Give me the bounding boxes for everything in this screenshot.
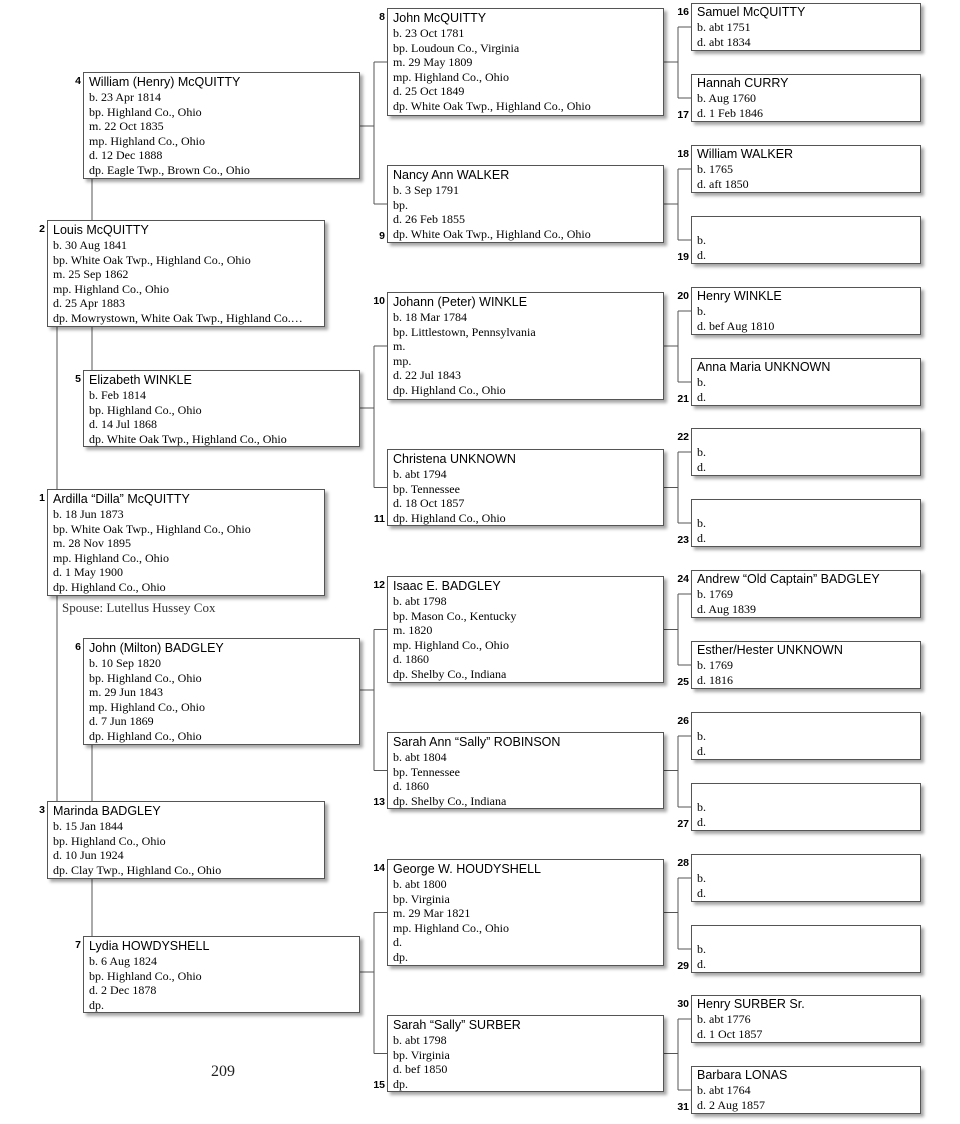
ahnentafel-number-13: 13 bbox=[373, 796, 385, 808]
person-name: Sarah Ann “Sally” ROBINSON bbox=[393, 735, 561, 749]
person-fact: b. 15 Jan 1844 bbox=[53, 819, 123, 833]
person-name: Esther/Hester UNKNOWN bbox=[697, 643, 843, 657]
person-box-1 bbox=[47, 489, 325, 596]
person-fact: d. bbox=[393, 935, 402, 949]
person-fact: d. bbox=[697, 956, 706, 971]
person-fact: d. 2 Aug 1857 bbox=[697, 1097, 766, 1112]
ahnentafel-number-10: 10 bbox=[373, 295, 385, 307]
person-name: Henry SURBER Sr. bbox=[697, 997, 805, 1011]
person-fact: m. 22 Oct 1835 bbox=[89, 119, 164, 133]
person-fact: d. 12 Dec 1888 bbox=[89, 148, 163, 162]
person-fact: m. 29 Jun 1843 bbox=[89, 685, 164, 699]
person-name: Louis McQUITTY bbox=[53, 223, 149, 237]
person-name: John (Milton) BADGLEY bbox=[89, 641, 224, 655]
ahnentafel-number-21: 21 bbox=[677, 393, 689, 405]
person-fact: mp. Highland Co., Ohio bbox=[53, 550, 169, 565]
person-fact: d. bbox=[697, 743, 706, 758]
ahnentafel-number-12: 12 bbox=[373, 579, 385, 591]
person-fact: b. abt 1776 bbox=[697, 1012, 751, 1026]
ahnentafel-number-4: 4 bbox=[75, 75, 81, 87]
person-fact: d. 1 May 1900 bbox=[53, 565, 123, 579]
person-fact: bp. bbox=[393, 197, 408, 212]
person-fact: dp. Eagle Twp., Brown Co., Ohio bbox=[89, 162, 250, 177]
person-fact: d. 1 Oct 1857 bbox=[697, 1026, 763, 1041]
person-box-6 bbox=[83, 638, 360, 745]
ahnentafel-number-18: 18 bbox=[677, 148, 689, 160]
person-name: Marinda BADGLEY bbox=[53, 804, 161, 818]
person-fact: b. Feb 1814 bbox=[89, 388, 146, 402]
person-fact: dp. Clay Twp., Highland Co., Ohio bbox=[53, 862, 222, 877]
person-box-26 bbox=[691, 712, 921, 760]
person-box-14 bbox=[387, 859, 664, 966]
person-box-30 bbox=[691, 995, 921, 1043]
person-fact: dp. Shelby Co., Indiana bbox=[393, 793, 507, 808]
ahnentafel-number-19: 19 bbox=[677, 251, 689, 263]
person-fact: dp. Shelby Co., Indiana bbox=[393, 666, 507, 681]
person-name: Ardilla “Dilla” McQUITTY bbox=[53, 492, 190, 506]
person-name: Sarah “Sally” SURBER bbox=[393, 1018, 521, 1032]
person-name bbox=[697, 785, 916, 800]
person-box-23 bbox=[691, 499, 921, 547]
person-fact: b. Aug 1760 bbox=[697, 91, 757, 105]
person-name: Anna Maria UNKNOWN bbox=[697, 360, 831, 374]
person-fact: d. bef 1850 bbox=[393, 1062, 448, 1076]
person-name bbox=[697, 218, 916, 233]
ahnentafel-number-15: 15 bbox=[373, 1079, 385, 1091]
ahnentafel-number-29: 29 bbox=[677, 960, 689, 972]
person-fact: d. 1860 bbox=[393, 652, 429, 666]
person-fact: b. 23 Apr 1814 bbox=[89, 90, 161, 104]
person-box-7 bbox=[83, 936, 360, 1013]
person-name: William WALKER bbox=[697, 147, 794, 161]
person-box-21 bbox=[691, 358, 921, 406]
person-name: John McQUITTY bbox=[393, 11, 487, 25]
person-box-3 bbox=[47, 801, 325, 879]
person-fact: bp. Highland Co., Ohio bbox=[89, 670, 202, 685]
person-fact: dp. White Oak Twp., Highland Co., Ohio bbox=[393, 98, 591, 113]
person-fact: mp. Highland Co., Ohio bbox=[393, 637, 509, 652]
ahnentafel-number-8: 8 bbox=[379, 11, 385, 23]
person-box-17 bbox=[691, 74, 921, 122]
person-name: Isaac E. BADGLEY bbox=[393, 579, 501, 593]
ahnentafel-number-14: 14 bbox=[373, 862, 385, 874]
person-name: Lydia HOWDYSHELL bbox=[89, 939, 210, 953]
person-fact: b. 18 Jun 1873 bbox=[53, 507, 124, 521]
ahnentafel-number-20: 20 bbox=[677, 290, 689, 302]
ahnentafel-number-7: 7 bbox=[75, 939, 81, 951]
person-fact: b. abt 1751 bbox=[697, 20, 751, 34]
person-fact: m. 25 Sep 1862 bbox=[53, 267, 129, 281]
person-box-20 bbox=[691, 287, 921, 335]
ahnentafel-number-5: 5 bbox=[75, 373, 81, 385]
person-fact: d. 26 Feb 1855 bbox=[393, 212, 465, 226]
person-box-8 bbox=[387, 8, 664, 116]
ahnentafel-number-31: 31 bbox=[677, 1101, 689, 1113]
person-fact: b. 1769 bbox=[697, 658, 733, 672]
person-name: George W. HOUDYSHELL bbox=[393, 862, 541, 876]
person-fact: m. bbox=[393, 339, 406, 353]
person-fact: d. bef Aug 1810 bbox=[697, 318, 775, 333]
ahnentafel-number-28: 28 bbox=[677, 857, 689, 869]
person-fact: dp. Highland Co., Ohio bbox=[393, 510, 506, 525]
person-name bbox=[697, 714, 916, 729]
person-fact: d. bbox=[697, 814, 706, 829]
ahnentafel-number-25: 25 bbox=[677, 676, 689, 688]
person-fact: bp. Virginia bbox=[393, 891, 450, 906]
person-box-4 bbox=[83, 72, 360, 179]
person-fact: mp. Highland Co., Ohio bbox=[393, 69, 509, 84]
person-fact: mp. Highland Co., Ohio bbox=[393, 920, 509, 935]
ahnentafel-number-26: 26 bbox=[677, 715, 689, 727]
person-fact: d. aft 1850 bbox=[697, 176, 749, 191]
person-fact: mp. Highland Co., Ohio bbox=[89, 133, 205, 148]
ahnentafel-number-30: 30 bbox=[677, 998, 689, 1010]
person-fact: b. bbox=[697, 729, 706, 743]
person-fact: b. abt 1798 bbox=[393, 1033, 447, 1047]
person-fact: dp. Highland Co., Ohio bbox=[89, 728, 202, 743]
person-box-25 bbox=[691, 641, 921, 689]
person-fact: b. bbox=[697, 800, 706, 814]
page-number: 209 bbox=[211, 1063, 235, 1080]
person-fact: b. bbox=[697, 871, 706, 885]
person-fact: d. 10 Jun 1924 bbox=[53, 848, 124, 862]
person-fact: b. 18 Mar 1784 bbox=[393, 310, 467, 324]
person-box-18 bbox=[691, 145, 921, 193]
person-fact: b. abt 1798 bbox=[393, 594, 447, 608]
person-fact: bp. Virginia bbox=[393, 1047, 450, 1062]
person-fact: dp. Highland Co., Ohio bbox=[53, 579, 166, 594]
person-box-31 bbox=[691, 1066, 921, 1114]
person-box-5 bbox=[83, 370, 360, 447]
person-box-19 bbox=[691, 216, 921, 264]
person-box-11 bbox=[387, 449, 664, 526]
person-name: Andrew “Old Captain” BADGLEY bbox=[697, 572, 880, 586]
person-fact: b. 30 Aug 1841 bbox=[53, 238, 128, 252]
person-fact: bp. Loudoun Co., Virginia bbox=[393, 40, 520, 55]
person-fact: d. abt 1834 bbox=[697, 34, 751, 49]
person-name: Christena UNKNOWN bbox=[393, 452, 516, 466]
person-fact: bp. White Oak Twp., Highland Co., Ohio bbox=[53, 252, 251, 267]
person-fact: bp. Tennessee bbox=[393, 764, 460, 779]
person-fact: m. 29 May 1809 bbox=[393, 55, 473, 69]
person-fact: d. 1816 bbox=[697, 672, 733, 687]
person-fact: d. 2 Dec 1878 bbox=[89, 983, 157, 997]
ahnentafel-number-11: 11 bbox=[373, 513, 385, 525]
person-fact: d. 22 Jul 1843 bbox=[393, 368, 462, 382]
person-fact: dp. Highland Co., Ohio bbox=[393, 382, 506, 397]
person-fact: d. 18 Oct 1857 bbox=[393, 496, 465, 510]
person-box-28 bbox=[691, 854, 921, 902]
person-fact: d. bbox=[697, 459, 706, 474]
person-fact: b. abt 1764 bbox=[697, 1083, 751, 1097]
person-name: Henry WINKLE bbox=[697, 289, 782, 303]
ahnentafel-number-24: 24 bbox=[677, 573, 689, 585]
person-name: Hannah CURRY bbox=[697, 76, 789, 90]
person-name: Nancy Ann WALKER bbox=[393, 168, 510, 182]
ahnentafel-number-16: 16 bbox=[677, 6, 689, 18]
person-box-13 bbox=[387, 732, 664, 809]
person-fact: b. 3 Sep 1791 bbox=[393, 183, 459, 197]
person-name bbox=[697, 856, 916, 871]
ahnentafel-number-6: 6 bbox=[75, 641, 81, 653]
person-fact: b. abt 1804 bbox=[393, 750, 447, 764]
person-fact: m. 29 Mar 1821 bbox=[393, 906, 471, 920]
ahnentafel-number-1: 1 bbox=[39, 492, 45, 504]
person-fact: m. 28 Nov 1895 bbox=[53, 536, 131, 550]
person-name bbox=[697, 927, 916, 942]
person-fact: b. 23 Oct 1781 bbox=[393, 26, 465, 40]
person-fact: dp. bbox=[89, 997, 104, 1012]
person-fact: bp. Mason Co., Kentucky bbox=[393, 608, 517, 623]
ahnentafel-number-22: 22 bbox=[677, 431, 689, 443]
person-fact: d. 25 Apr 1883 bbox=[53, 296, 125, 310]
person-fact: bp. Highland Co., Ohio bbox=[53, 833, 166, 848]
person-fact: dp. Mowrystown, White Oak Twp., Highland Co.… bbox=[53, 310, 303, 325]
ahnentafel-number-2: 2 bbox=[39, 223, 45, 235]
person-fact: b. bbox=[697, 445, 706, 459]
person-fact: d. 7 Jun 1869 bbox=[89, 714, 154, 728]
person-name: Elizabeth WINKLE bbox=[89, 373, 192, 387]
person-fact: b. 6 Aug 1824 bbox=[89, 954, 158, 968]
person-fact: bp. Highland Co., Ohio bbox=[89, 104, 202, 119]
person-box-29 bbox=[691, 925, 921, 973]
person-fact: dp. White Oak Twp., Highland Co., Ohio bbox=[393, 226, 591, 241]
person-fact: mp. Highland Co., Ohio bbox=[53, 281, 169, 296]
person-name bbox=[697, 501, 916, 516]
person-box-9 bbox=[387, 165, 664, 243]
person-fact: d. 1860 bbox=[393, 779, 429, 793]
person-fact: b. bbox=[697, 942, 706, 956]
person-fact: b. 10 Sep 1820 bbox=[89, 656, 161, 670]
person-box-12 bbox=[387, 576, 664, 683]
person-name bbox=[697, 430, 916, 445]
person-fact: b. bbox=[697, 233, 706, 247]
person-fact: d. Aug 1839 bbox=[697, 601, 757, 616]
person-fact: b. abt 1800 bbox=[393, 877, 447, 891]
person-fact: b. 1769 bbox=[697, 587, 733, 601]
person-fact: d. 14 Jul 1868 bbox=[89, 417, 158, 431]
ahnentafel-number-23: 23 bbox=[677, 534, 689, 546]
person-name: Samuel McQUITTY bbox=[697, 5, 806, 19]
person-name: Johann (Peter) WINKLE bbox=[393, 295, 528, 309]
person-box-2 bbox=[47, 220, 325, 327]
person-box-15 bbox=[387, 1015, 664, 1092]
person-fact: bp. White Oak Twp., Highland Co., Ohio bbox=[53, 521, 251, 536]
person-fact: dp. bbox=[393, 1076, 408, 1091]
ahnentafel-number-3: 3 bbox=[39, 804, 45, 816]
person-fact: dp. bbox=[393, 949, 408, 964]
person-fact: d. 1 Feb 1846 bbox=[697, 105, 763, 120]
person-fact: bp. Highland Co., Ohio bbox=[89, 968, 202, 983]
person-fact: b. bbox=[697, 304, 706, 318]
ahnentafel-number-27: 27 bbox=[677, 818, 689, 830]
person-fact: d. bbox=[697, 247, 706, 262]
person-box-27 bbox=[691, 783, 921, 831]
person-fact: d. bbox=[697, 885, 706, 900]
person-name: William (Henry) McQUITTY bbox=[89, 75, 241, 89]
person-fact: mp. bbox=[393, 353, 412, 368]
person-fact: b. bbox=[697, 375, 706, 389]
person-fact: d. bbox=[697, 389, 706, 404]
person-fact: mp. Highland Co., Ohio bbox=[89, 699, 205, 714]
person-name: Barbara LONAS bbox=[697, 1068, 788, 1082]
spouse-label: Spouse: Lutellus Hussey Cox bbox=[62, 600, 216, 615]
ahnentafel-number-17: 17 bbox=[677, 109, 689, 121]
ahnentafel-number-9: 9 bbox=[379, 230, 385, 242]
person-fact: d. bbox=[697, 530, 706, 545]
person-box-16 bbox=[691, 3, 921, 51]
person-fact: m. 1820 bbox=[393, 623, 433, 637]
person-fact: bp. Littlestown, Pennsylvania bbox=[393, 324, 536, 339]
person-fact: bp. Highland Co., Ohio bbox=[89, 402, 202, 417]
person-fact: b. abt 1794 bbox=[393, 467, 447, 481]
person-box-10 bbox=[387, 292, 664, 400]
person-fact: dp. White Oak Twp., Highland Co., Ohio bbox=[89, 431, 287, 446]
person-fact: d. 25 Oct 1849 bbox=[393, 84, 465, 98]
person-fact: bp. Tennessee bbox=[393, 481, 460, 496]
person-fact: b. bbox=[697, 516, 706, 530]
person-box-24 bbox=[691, 570, 921, 618]
person-fact: b. 1765 bbox=[697, 162, 733, 176]
person-box-22 bbox=[691, 428, 921, 476]
